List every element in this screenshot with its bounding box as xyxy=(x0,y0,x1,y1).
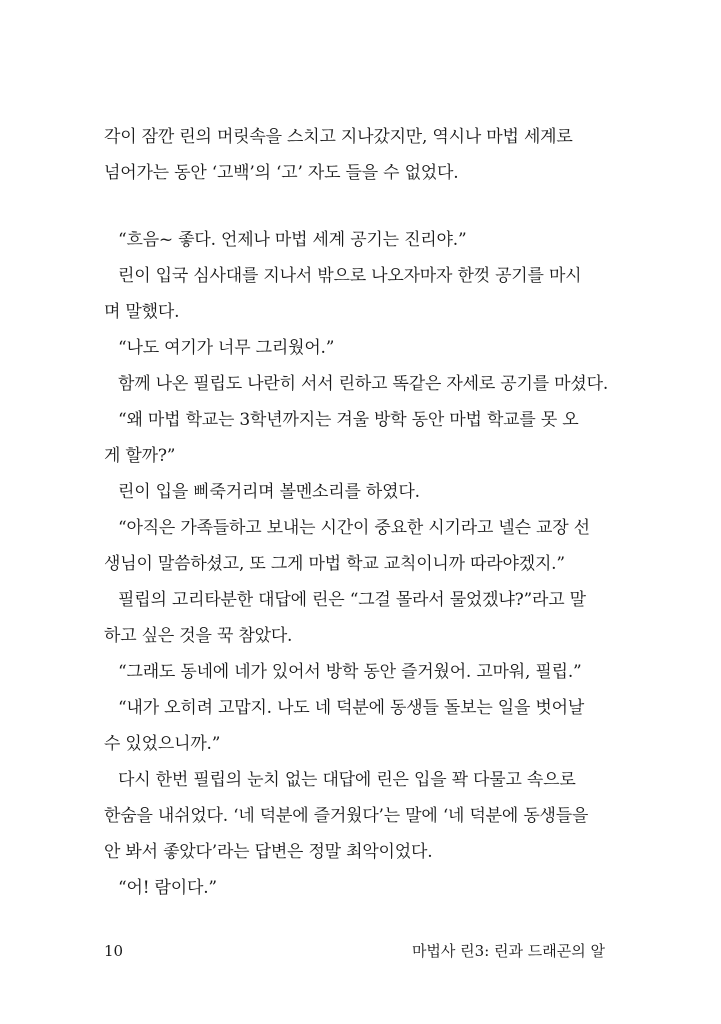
text-line: “어! 람이다.” xyxy=(118,878,217,898)
text-line: “나도 여기가 너무 그리웠어.” xyxy=(118,338,335,358)
text-line: 하고 싶은 것을 꾹 참았다. xyxy=(104,626,293,646)
text-line: 생님이 말씀하셨고, 또 그게 마법 학교 교칙이니까 따라야겠지.” xyxy=(104,554,565,574)
text-line: “아직은 가족들하고 보내는 시간이 중요한 시기라고 넬슨 교장 선 xyxy=(118,518,590,538)
text-line: 린이 입국 심사대를 지나서 밖으로 나오자마자 한껏 공기를 마시 xyxy=(118,266,582,286)
text-line: 게 할까?” xyxy=(104,446,176,466)
text-line: 넘어가는 동안 ‘고백’의 ‘고’ 자도 들을 수 없었다. xyxy=(104,163,459,183)
text-line: 며 말했다. xyxy=(104,302,180,322)
text-line: 함께 나온 필립도 나란히 서서 린하고 똑같은 자세로 공기를 마셨다. xyxy=(118,374,609,394)
text-line: 린이 입을 삐죽거리며 볼멘소리를 하였다. xyxy=(118,482,420,502)
text-line: “왜 마법 학교는 3학년까지는 겨울 방학 동안 마법 학교를 못 오 xyxy=(118,410,579,430)
text-line: 각이 잠깐 린의 머릿속을 스치고 지나갔지만, 역시나 마법 세계로 xyxy=(104,127,573,147)
running-title: 마법사 린3: 린과 드래곤의 알 xyxy=(411,942,605,960)
text-line: 한숨을 내쉬었다. ‘네 덕분에 즐거웠다’는 말에 ‘네 덕분에 동생들을 xyxy=(104,806,589,826)
page-number: 10 xyxy=(104,942,124,960)
text-line: 필립의 고리타분한 대답에 린은 “그걸 몰라서 물었겠냐?”라고 말 xyxy=(118,590,586,610)
text-line: “그래도 동네에 네가 있어서 방학 동안 즐거웠어. 고마워, 필립.” xyxy=(118,662,582,682)
text-line: 안 봐서 좋았다’라는 답변은 정말 최악이었다. xyxy=(104,842,433,862)
text-line: “내가 오히려 고맙지. 나도 네 덕분에 동생들 돌보는 일을 벗어날 xyxy=(118,698,585,718)
text-line: 수 있었으니까.” xyxy=(104,734,221,754)
text-line: “흐음~ 좋다. 언제나 마법 세계 공기는 진리야.” xyxy=(118,230,467,250)
text-line: 다시 한번 필립의 눈치 없는 대답에 린은 입을 꽉 다물고 속으로 xyxy=(118,770,576,790)
